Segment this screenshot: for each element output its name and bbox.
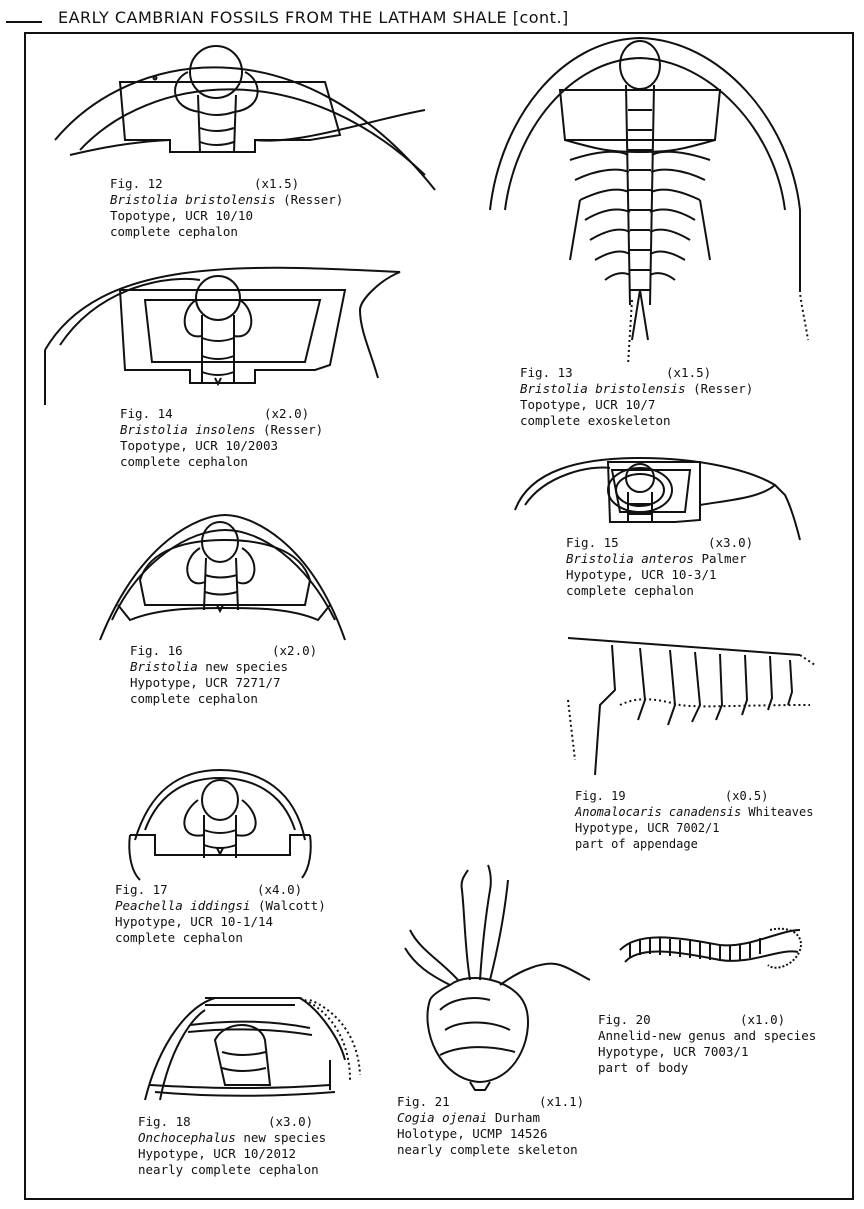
taxon-name: Cogia ojenai: [397, 1110, 488, 1125]
specimen-type: Hypotype, UCR 10-1/14: [115, 914, 274, 929]
specimen-type: Holotype, UCMP 14526: [397, 1126, 548, 1141]
specimen-description: nearly complete cephalon: [138, 1162, 319, 1177]
specimen-type: Topotype, UCR 10/7: [520, 397, 656, 412]
specimen-description: complete cephalon: [110, 224, 238, 239]
fig-20-caption: [598, 1012, 816, 1076]
taxon-name: Peachella iddingsi: [115, 898, 251, 913]
magnification: (x1.5): [254, 176, 300, 191]
specimen-type: Hypotype, UCR 10-3/1: [566, 567, 717, 582]
specimen-type: Hypotype, UCR 7002/1: [575, 821, 720, 835]
fig-label: Fig. 18: [138, 1114, 191, 1129]
specimen-type: Hypotype, UCR 7003/1: [598, 1044, 749, 1059]
fig-13-caption: [520, 365, 753, 429]
specimen-type: Hypotype, UCR 7271/7: [130, 675, 281, 690]
fig-20-drawing: [620, 929, 801, 968]
taxon-author: Palmer: [701, 551, 747, 566]
magnification: (x4.0): [257, 882, 303, 897]
taxon-author: (Resser): [693, 381, 754, 396]
specimen-type: Topotype, UCR 10/2003: [120, 438, 279, 453]
fig-18-drawing: [145, 998, 360, 1100]
specimen-description: complete exoskeleton: [520, 413, 671, 428]
fig-label: Fig. 15: [566, 535, 619, 550]
magnification: (x0.5): [725, 789, 769, 803]
specimen-description: complete cephalon: [566, 583, 694, 598]
magnification: (x1.1): [539, 1094, 585, 1109]
taxon-author: (Walcott): [258, 898, 326, 913]
specimen-type: Topotype, UCR 10/10: [110, 208, 253, 223]
specimen-description: part of body: [598, 1060, 689, 1075]
fig-label: Fig. 17: [115, 882, 168, 897]
taxon-author: Whiteaves: [748, 805, 814, 819]
magnification: (x2.0): [264, 406, 310, 421]
fig-label: Fig. 14: [120, 406, 173, 421]
taxon-name: Bristolia: [130, 659, 198, 674]
specimen-description: nearly complete skeleton: [397, 1142, 578, 1157]
taxon-description: Annelid-new genus and species: [598, 1028, 817, 1043]
taxon-name: Bristolia anteros: [566, 551, 694, 566]
fig-16-caption: [130, 643, 318, 707]
fig-label: Fig. 12: [110, 176, 163, 191]
page-title: EARLY CAMBRIAN FOSSILS FROM THE LATHAM SHALE [cont.]: [58, 8, 569, 27]
taxon-author: (Resser): [283, 192, 344, 207]
fig-13-drawing: [490, 38, 808, 365]
taxon-author: Durham: [494, 1110, 540, 1125]
fig-12-drawing: [55, 46, 435, 190]
taxon-name: Bristolia insolens: [120, 422, 256, 437]
fig-16-drawing: [100, 515, 345, 640]
taxon-author: new species: [205, 659, 289, 674]
taxon-name: Anomalocaris canadensis: [575, 805, 742, 819]
fig-17-caption: [115, 882, 326, 946]
taxon-name: Bristolia bristolensis: [110, 192, 276, 207]
specimen-description: part of appendage: [575, 837, 698, 851]
fig-14-drawing: [45, 268, 400, 405]
fig-19-caption: [575, 788, 813, 852]
fig-19-drawing: [568, 638, 815, 775]
specimen-description: complete cephalon: [115, 930, 243, 945]
fig-18-caption: [138, 1114, 326, 1178]
specimen-description: complete cephalon: [120, 454, 248, 469]
fig-label: Fig. 19: [575, 789, 626, 803]
magnification: (x3.0): [708, 535, 754, 550]
fig-14-caption: [120, 406, 323, 470]
fig-15-drawing: [515, 458, 800, 540]
specimen-description: complete cephalon: [130, 691, 258, 706]
magnification: (x3.0): [268, 1114, 314, 1129]
fig-12-caption: [110, 176, 343, 240]
fig-21-caption: [397, 1094, 585, 1158]
magnification: (x1.5): [666, 365, 712, 380]
fig-21-drawing: [405, 865, 590, 1090]
taxon-name: Onchocephalus: [138, 1130, 236, 1145]
fig-17-drawing: [129, 770, 310, 880]
specimen-type: Hypotype, UCR 10/2012: [138, 1146, 297, 1161]
fig-label: Fig. 16: [130, 643, 183, 658]
taxon-name: Bristolia bristolensis: [520, 381, 686, 396]
fig-label: Fig. 21: [397, 1094, 450, 1109]
magnification: (x2.0): [272, 643, 318, 658]
fig-label: Fig. 13: [520, 365, 573, 380]
fig-label: Fig. 20: [598, 1012, 651, 1027]
taxon-author: (Resser): [263, 422, 324, 437]
taxon-author: new species: [243, 1130, 327, 1145]
fig-15-caption: [566, 535, 754, 599]
magnification: (x1.0): [740, 1012, 786, 1027]
